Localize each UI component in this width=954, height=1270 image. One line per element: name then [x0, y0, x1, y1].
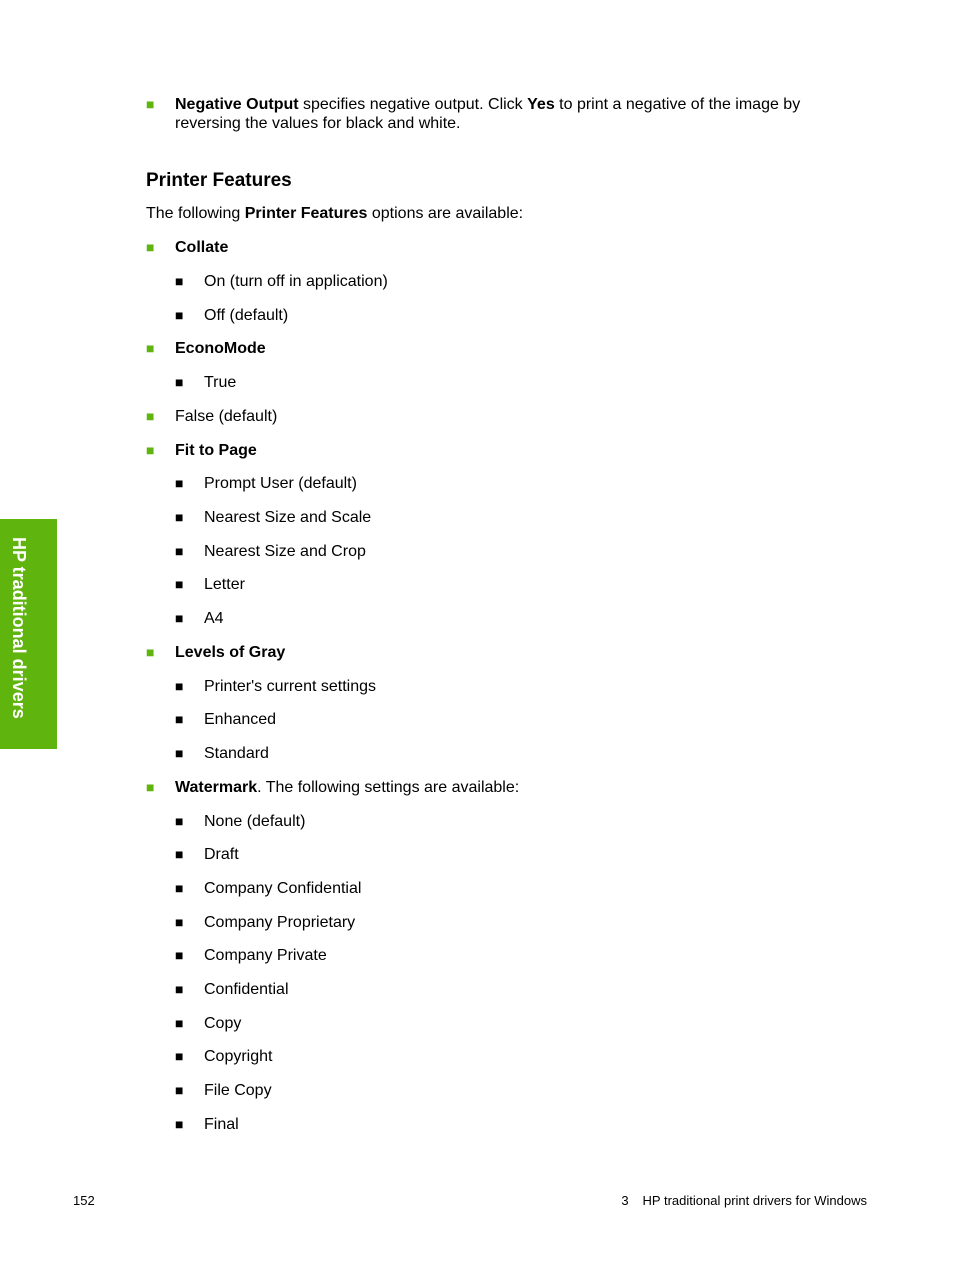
page-number: 152 [73, 1193, 95, 1208]
negative-output-line-1 [175, 95, 800, 114]
yes-term: Yes [527, 96, 555, 113]
list-item: Nearest Size and Scale [204, 509, 372, 526]
sub-bullet-icon: ■ [175, 475, 184, 491]
footer-chapter [621, 1193, 867, 1209]
list-item: Confidential [204, 981, 289, 998]
sub-bullet-icon: ■ [175, 981, 184, 997]
bullet-icon: ■ [146, 408, 155, 424]
bullet-icon: ■ [146, 340, 155, 356]
levels-of-gray-label: Levels of Gray [175, 644, 286, 661]
sub-bullet-icon: ■ [175, 273, 184, 289]
sub-bullet-icon: ■ [175, 543, 184, 559]
bullet-icon: ■ [146, 239, 155, 255]
list-item: Company Proprietary [204, 914, 356, 931]
list-item: Company Confidential [204, 880, 362, 897]
economode-label: EconoMode [175, 340, 266, 357]
list-item: Letter [204, 576, 245, 593]
sub-bullet-icon: ■ [175, 914, 184, 930]
sub-bullet-icon: ■ [175, 745, 184, 761]
sub-bullet-icon: ■ [175, 1082, 184, 1098]
section-heading: Printer Features [146, 170, 292, 191]
sub-bullet-icon: ■ [175, 846, 184, 862]
section-intro [146, 204, 523, 223]
sub-bullet-icon: ■ [175, 610, 184, 626]
side-tab-label: HP traditional drivers [9, 537, 29, 719]
chapter-number: 3 [621, 1193, 629, 1208]
sub-bullet-icon: ■ [175, 880, 184, 896]
collate-label: Collate [175, 239, 229, 256]
list-item: Nearest Size and Crop [204, 543, 366, 560]
sub-bullet-icon: ■ [175, 1048, 184, 1064]
bullet-icon: ■ [146, 442, 155, 458]
list-item: True [204, 374, 237, 391]
intro-term: Printer Features [244, 205, 368, 222]
negative-output-text-2: to print a negative of the image by [554, 96, 801, 113]
chapter-title: HP traditional print drivers for Windows [642, 1193, 867, 1208]
list-item: Standard [204, 745, 269, 762]
intro-text: The following [146, 205, 245, 222]
list-item: Printer's current settings [204, 678, 377, 695]
list-item: On (turn off in application) [204, 273, 388, 290]
negative-output-line-2: reversing the values for black and white. [175, 115, 461, 132]
sub-bullet-icon: ■ [175, 509, 184, 525]
sub-bullet-icon: ■ [175, 711, 184, 727]
sub-bullet-icon: ■ [175, 1015, 184, 1031]
sub-bullet-icon: ■ [175, 813, 184, 829]
negative-output-term: Negative Output [175, 96, 299, 113]
intro-text-2: options are available: [367, 205, 524, 222]
sub-bullet-icon: ■ [175, 374, 184, 390]
bullet-icon: ■ [146, 96, 155, 112]
list-item: Final [204, 1116, 239, 1133]
list-item: None (default) [204, 813, 306, 830]
list-item: File Copy [204, 1082, 272, 1099]
bullet-icon: ■ [146, 779, 155, 795]
list-item: A4 [204, 610, 224, 627]
bullet-icon: ■ [146, 644, 155, 660]
sub-bullet-icon: ■ [175, 947, 184, 963]
sub-bullet-icon: ■ [175, 1116, 184, 1132]
sub-bullet-icon: ■ [175, 678, 184, 694]
list-item: Prompt User (default) [204, 475, 357, 492]
list-item: Off (default) [204, 307, 289, 324]
sub-bullet-icon: ■ [175, 307, 184, 323]
list-item: Copy [204, 1015, 242, 1032]
watermark-label: Watermark. The following settings are available: [175, 779, 520, 796]
list-item: Draft [204, 846, 239, 863]
negative-output-text: specifies negative output. Click [298, 96, 528, 113]
sub-bullet-icon: ■ [175, 576, 184, 592]
list-item: Company Private [204, 947, 327, 964]
list-item: Enhanced [204, 711, 277, 728]
list-item: Copyright [204, 1048, 273, 1065]
list-item: False (default) [175, 408, 278, 425]
fit-to-page-label: Fit to Page [175, 442, 257, 459]
